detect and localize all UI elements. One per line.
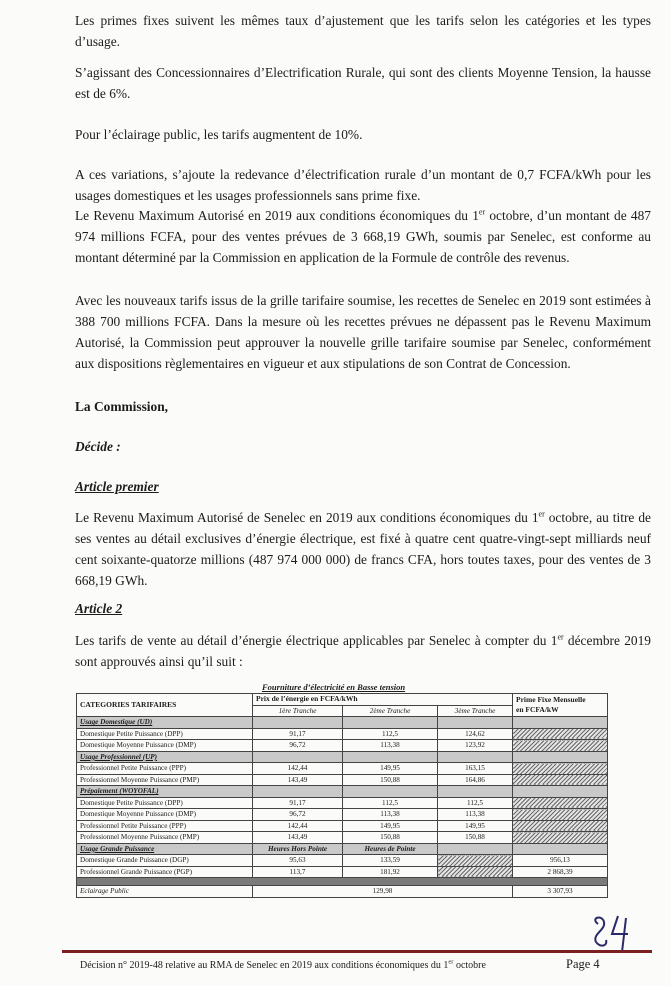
paragraph-redevance: A ces variations, s’ajoute la redevance d’électrification rurale d’un montant de 0,7 FCFA/kWh pour les usages domestiques et les usages professionnels sans prime fixe.	[75, 167, 651, 203]
table-row	[77, 728, 608, 740]
hatched-cell	[438, 855, 513, 867]
cell-value: 143,49	[253, 832, 343, 844]
cell-value: 91,17	[253, 728, 343, 740]
paragraph-article-premier	[75, 507, 651, 591]
cell-value: 95,63	[253, 855, 343, 867]
table-row	[77, 820, 608, 832]
hatched-cell	[438, 843, 513, 855]
paragraph-concessionnaires: S’agissant des Concessionnaires d’Electrification Rurale, qui sont des clients Moyenne Tension, la hausse est de 6%.	[75, 65, 651, 101]
header-prime-line2: en FCFA/kW	[516, 705, 559, 714]
cell-value: 129,98	[253, 886, 513, 898]
hatched-cell	[513, 751, 608, 763]
paragraph-primes-fixes: Les primes fixes suivent les mêmes taux d’ajustement que les tarifs selon les catégories et les types d’usage.	[75, 13, 651, 49]
cell-value: 142,44	[253, 820, 343, 832]
section-label: Prépaiement (WOYOFAL)	[77, 786, 253, 798]
paragraph-article-2	[75, 630, 651, 672]
text-segment: Les tarifs de vente au détail d’énergie électrique applicables par Senelec à compter du 1	[75, 633, 558, 648]
paragraph-nouveaux-tarifs: Avec les nouveaux tarifs issus de la grille tarifaire soumise, les recettes de Senelec en 2019 sont estimées à 388 700 millions FCFA. Dans la mesure où les recettes prévues ne dépassent pas le Revenu Maximum Autorisé, la Commission peut approuver la nouvelle grille tarifaire soumise par Senelec, conformément aux dispositions règlementaires en vigueur et aux stipulations de son Contrat de Concession.	[75, 293, 651, 371]
table-row	[77, 774, 608, 786]
tariff-table	[76, 693, 608, 898]
hatched-cell	[513, 797, 608, 809]
superscript: er	[557, 632, 564, 642]
cell-value: 124,62	[438, 728, 513, 740]
table-caption: Fourniture d’électricité en Basse tension	[262, 682, 406, 692]
row-label: Domestique Petite Puissance (DPP)	[77, 728, 253, 740]
cell-value: 2 868,39	[513, 866, 608, 878]
cell-value: 956,13	[513, 855, 608, 867]
superscript: er	[478, 207, 486, 217]
row-label: Domestique Petite Puissance (DPP)	[77, 797, 253, 809]
cell-value: 123,92	[438, 740, 513, 752]
hatched-cell	[438, 866, 513, 878]
header-prime-line1: Prime Fixe Mensuelle	[516, 695, 586, 704]
table-header-row	[77, 694, 608, 706]
cell-value: 149,95	[438, 820, 513, 832]
footer-reference	[80, 960, 486, 971]
gray-separator	[77, 878, 608, 886]
page-number: Page 4	[566, 957, 600, 971]
cell-value: 163,15	[438, 763, 513, 775]
cell-value: 149,95	[343, 820, 438, 832]
cell-value: 149,95	[343, 763, 438, 775]
row-label: Professionnel Petite Puissance (PPP)	[77, 820, 253, 832]
header-tranche-1: 1ère Tranche	[253, 705, 343, 717]
row-label: Professionnel Grande Puissance (PGP)	[77, 866, 253, 878]
table-row	[77, 763, 608, 775]
table-row	[77, 866, 608, 878]
hatched-cell	[513, 717, 608, 729]
text-segment: décembre 2019 sont approuvés ainsi qu’il suit :	[75, 633, 651, 669]
cell-value: 181,92	[343, 866, 438, 878]
section-usage-grande-puissance	[77, 843, 608, 855]
text-segment: Décision n° 2019-48 relative au RMA de Senelec en 2019 aux conditions économiques du 1	[80, 960, 449, 971]
cell-value: 113,7	[253, 866, 343, 878]
cell-value: 113,38	[438, 809, 513, 821]
text-segment: octobre, d’un montant de 487 974 millions FCFA, pour des ventes prévues de 3 668,19 GWh, soumis par Senelec, est conforme au montant déterminé par la Commission en application de la Formule de contrôle des revenus.	[75, 208, 651, 265]
cell-value: 113,38	[343, 809, 438, 821]
heading-decide: Décide :	[75, 439, 121, 454]
section-usage-professionnel	[77, 751, 608, 763]
cell-value: 150,88	[438, 832, 513, 844]
hatched-cell	[513, 763, 608, 775]
section-label: Usage Grande Puissance	[77, 843, 253, 855]
hatched-cell	[513, 728, 608, 740]
text-segment: octobre	[453, 960, 486, 971]
header-tranche-3: 3ème Tranche	[438, 705, 513, 717]
cell-value: 112,5	[343, 797, 438, 809]
row-label: Domestique Grande Puissance (DGP)	[77, 855, 253, 867]
section-usage-domestique	[77, 717, 608, 729]
hatched-cell	[513, 740, 608, 752]
table-row	[77, 740, 608, 752]
row-label: Domestique Moyenne Puissance (DMP)	[77, 809, 253, 821]
row-label: Professionnel Petite Puissance (PPP)	[77, 763, 253, 775]
table-row	[77, 886, 608, 898]
table-row	[77, 809, 608, 821]
cell-value: 113,38	[343, 740, 438, 752]
heading-article-premier: Article premier	[75, 479, 159, 494]
cell-value: 112,5	[343, 728, 438, 740]
text-segment: Le Revenu Maximum Autorisé en 2019 aux conditions économiques du 1	[75, 208, 479, 223]
hatched-cell	[513, 809, 608, 821]
cell-value: 3 307,93	[513, 886, 608, 898]
hatched-cell	[513, 774, 608, 786]
hatched-cell	[513, 820, 608, 832]
hatched-cell	[513, 832, 608, 844]
footer-divider	[62, 950, 652, 953]
hatched-cell	[513, 786, 608, 798]
header-prix-energie: Prix de l’énergie en FCFA/kWh	[253, 694, 513, 706]
table-row	[77, 855, 608, 867]
section-label: Usage Professionnel (UP)	[77, 751, 253, 763]
superscript: er	[448, 958, 454, 966]
cell-value: 96,72	[253, 740, 343, 752]
header-prime-fixe	[513, 694, 608, 717]
paragraph-revenu-maximum	[75, 205, 651, 268]
handwritten-initials	[588, 910, 650, 954]
heading-la-commission: La Commission,	[75, 399, 169, 414]
cell-value: 143,49	[253, 774, 343, 786]
section-label: Usage Domestique (UD)	[77, 717, 253, 729]
table-row	[77, 797, 608, 809]
row-label: Professionnel Moyenne Puissance (PMP)	[77, 832, 253, 844]
heading-article-2: Article 2	[75, 601, 123, 616]
superscript: er	[538, 509, 545, 519]
cell-value: 112,5	[438, 797, 513, 809]
row-label: Domestique Moyenne Puissance (DMP)	[77, 740, 253, 752]
paragraph-eclairage-public: Pour l’éclairage public, les tarifs augmentent de 10%.	[75, 127, 363, 142]
cell-value: 164,86	[438, 774, 513, 786]
cell-value: 96,72	[253, 809, 343, 821]
header-heures-de-pointe: Heures de Pointe	[343, 843, 438, 855]
header-tranche-2: 2ème Tranche	[343, 705, 438, 717]
cell-value: 142,44	[253, 763, 343, 775]
gray-separator-row	[77, 878, 608, 886]
header-categories: CATEGORIES TARIFAIRES	[77, 694, 253, 717]
row-label: Professionnel Moyenne Puissance (PMP)	[77, 774, 253, 786]
text-segment: Le Revenu Maximum Autorisé de Senelec en 2019 aux conditions économiques du 1	[75, 510, 539, 525]
cell-value: 133,59	[343, 855, 438, 867]
text-segment: octobre, au titre de ses ventes au détail exclusives d’énergie électrique, est fixé à quatre cent quatre-vingt-sept milliards neuf cent soixante-quatorze millions (487 974 000 000) de francs CFA, hors toutes taxes, pour des ventes de 3 668,19 GWh.	[75, 510, 651, 588]
cell-value: 150,88	[343, 774, 438, 786]
cell-value: 150,88	[343, 832, 438, 844]
section-prepaiement	[77, 786, 608, 798]
table-row	[77, 832, 608, 844]
cell-value: 91,17	[253, 797, 343, 809]
header-heures-hors-pointe: Heures Hors Pointe	[253, 843, 343, 855]
row-label: Eclairage Public	[77, 886, 253, 898]
